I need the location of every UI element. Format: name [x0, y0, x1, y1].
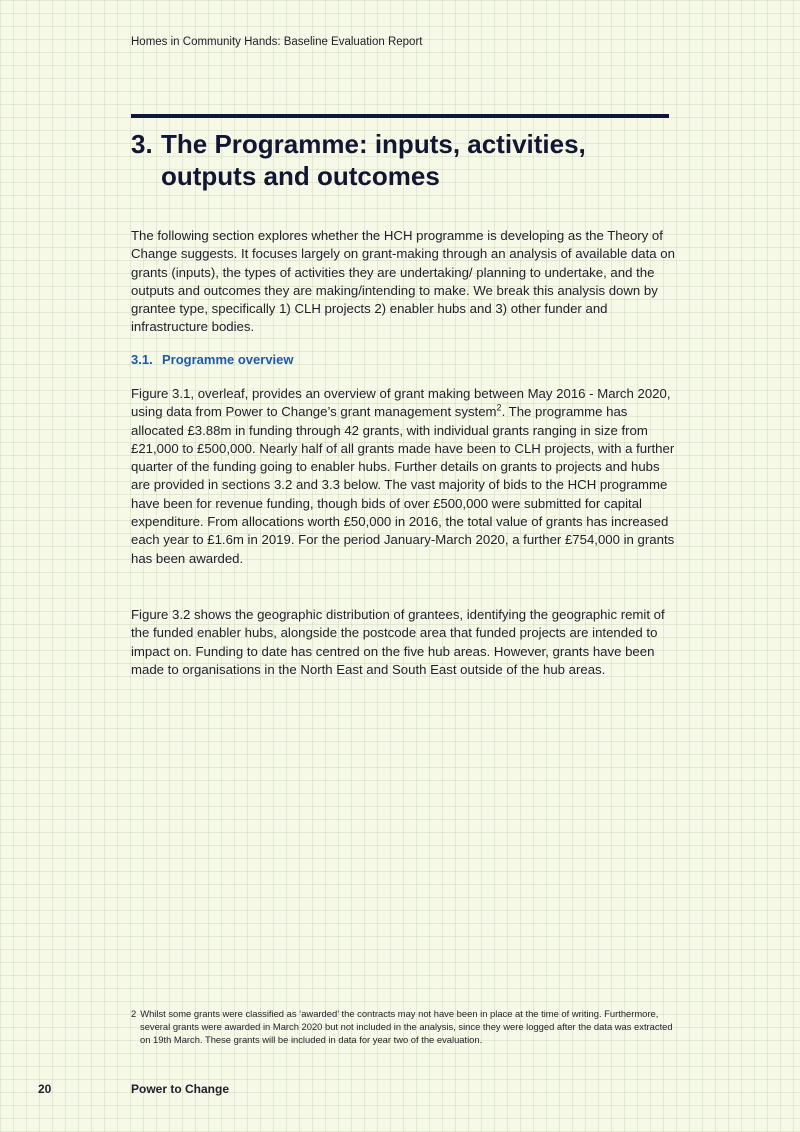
section-number: 3. — [131, 129, 153, 159]
footnote-text: Whilst some grants were classified as ‘awarded’ the contracts may not have been in place at the time of writing. Furthermore, several grants were awarded in March 2020 but not included in the analysis, since they were logged after the data was extracted on 19th March. These grants will be included in data for year two of the evaluation. — [140, 1008, 673, 1045]
page-number: 20 — [38, 1082, 52, 1096]
overview-paragraph-2: Figure 3.2 shows the geographic distribution of grantees, identifying the geographic remit of the funded enabler hubs, alongside the postcode area that funded projects are intended to impact on. Funding to date has centred on the five hub areas. However, grants have been made to organisations in the North East and South East outside of the hub areas. — [131, 607, 665, 677]
overview-paragraph-1-text-b: . The programme has allocated £3.88m in funding through 42 grants, with individual grants ranging in size from £21,000 to £500,000. Nearly half of all grants made have been to CLH projects, with a further quarter of the funding going to enabler hubs. Further details on grants to projects and hubs are provided in sections 3.2 and 3.3 below. The vast majority of bids to the HCH programme have been for revenue funding, though bids of over £500,000 were submitted for capital expenditure. From allocations worth £50,000 in 2016, the total value of grants has increased each year to £1.6m in 2019. For the period January-March 2020, a further £754,000 in grants has been awarded. — [131, 404, 675, 566]
title-rule — [131, 114, 669, 118]
subsection-title: Programme overview — [162, 352, 294, 367]
footnote — [131, 1007, 680, 1046]
overview-paragraph-1 — [131, 385, 676, 568]
intro-paragraph: The following section explores whether the HCH programme is developing as the Theory of Change suggests. It focuses largely on grant-making through an analysis of available data on grants (inputs), the types of activities they are undertaking/ planning to undertake, and the outputs and outcomes they are making/intending to make. We break this analysis down by grantee type, specifically 1) CLH projects 2) enabler hubs and 3) other funder and infrastructure bodies. — [131, 228, 675, 335]
footer-brand: Power to Change — [131, 1082, 230, 1096]
section-title — [131, 128, 671, 192]
subsection-heading — [131, 352, 294, 367]
overview-paragraph-1-text-a: Figure 3.1, overleaf, provides an overview of grant making between May 2016 - March 2020, using data from Power to Change’s grant management system — [131, 386, 671, 420]
footnote-number: 2 — [131, 1008, 137, 1019]
section-title-line-1: The Programme: inputs, activities, — [161, 129, 586, 159]
section-title-line-2: outputs and outcomes — [161, 161, 440, 191]
running-header: Homes in Community Hands: Baseline Evaluation Report — [131, 36, 423, 48]
subsection-number: 3.1. — [131, 352, 153, 367]
footnote-reference[interactable]: 2 — [496, 402, 502, 413]
